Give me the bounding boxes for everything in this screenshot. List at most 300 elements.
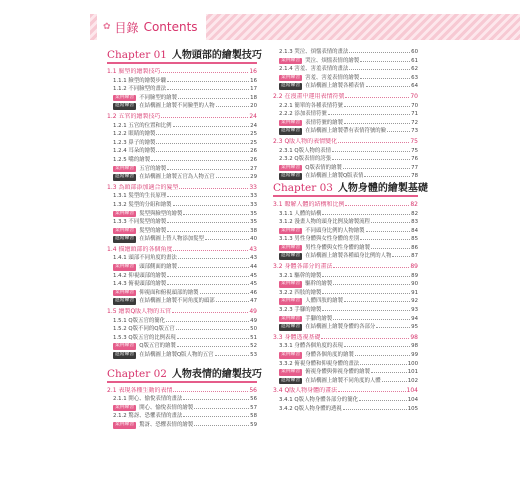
toc-entry[interactable] xyxy=(107,289,257,298)
toc-entry[interactable] xyxy=(273,110,418,119)
page-number: 57 xyxy=(250,404,257,411)
toc-entry[interactable] xyxy=(107,235,257,244)
toc-entry[interactable] xyxy=(107,173,257,182)
page-number: 100 xyxy=(407,360,418,367)
page-number: 49 xyxy=(249,308,257,316)
entry-label: 1.2.4 耳朵的繪製 xyxy=(113,148,156,155)
page-number: 18 xyxy=(250,94,257,101)
case-practice-badge: 案例練習 xyxy=(115,165,135,171)
toc-entry[interactable] xyxy=(107,147,257,156)
entry-label: 不同臉型的繪製 xyxy=(139,94,177,101)
toc-column-left xyxy=(107,48,262,430)
section-entry[interactable] xyxy=(273,201,418,210)
toc-entry[interactable] xyxy=(273,244,418,253)
toc-entry[interactable] xyxy=(107,85,257,94)
entry-label: 驅幹的繪製 xyxy=(305,281,333,288)
toc-entry[interactable] xyxy=(273,405,418,414)
dot-leader xyxy=(167,231,249,232)
toc-entry[interactable] xyxy=(107,351,257,360)
toc-entry[interactable] xyxy=(273,210,418,219)
dot-leader xyxy=(333,267,409,268)
toc-entry[interactable] xyxy=(107,139,257,148)
page-number: 62 xyxy=(411,66,418,73)
toc-entry[interactable] xyxy=(107,412,257,421)
dot-leader xyxy=(161,72,248,73)
entry-label: 1.1.2 不同臉型的畫法 xyxy=(113,86,167,93)
toc-entry[interactable] xyxy=(273,74,418,83)
dot-leader xyxy=(173,205,250,206)
case-practice-badge: 案例練習 xyxy=(281,164,301,170)
toc-entry[interactable] xyxy=(107,280,257,289)
section-entry[interactable] xyxy=(107,308,257,317)
page-number: 94 xyxy=(411,315,418,322)
section-entry[interactable] xyxy=(273,93,418,102)
toc-entry[interactable] xyxy=(273,280,418,289)
case-practice-badge: 案例練習 xyxy=(115,210,135,216)
entry-label: 1.4.2 仰視頭部的繪製 xyxy=(113,272,167,279)
page-number: 17 xyxy=(250,86,257,93)
advanced-practice-badge: 進階練習 xyxy=(281,253,301,259)
dot-leader xyxy=(344,106,410,107)
entry-label: 五官的繪製 xyxy=(139,165,167,172)
entry-label: 不同頭身比例的人物繪製 xyxy=(305,227,365,234)
entry-label: 3.1.3 男性身體與女性身體的差別 xyxy=(279,236,360,243)
entry-label: 3.4.2 Q版人物身體的透視 xyxy=(279,405,342,412)
section-entry[interactable] xyxy=(107,387,257,396)
entry-label: 1.5.2 Q版不同的Q版五官 xyxy=(113,326,175,333)
page-number: 27 xyxy=(250,165,257,172)
page-number: 98 xyxy=(410,333,418,341)
dot-leader xyxy=(345,97,409,98)
toc-entry[interactable] xyxy=(107,325,257,334)
dot-leader xyxy=(345,205,409,206)
toc-entry[interactable] xyxy=(273,127,418,136)
page-number: 44 xyxy=(250,264,257,271)
entry-label: 害羞、害羞表情的繪製 xyxy=(305,74,360,81)
toc-entry[interactable] xyxy=(273,360,418,369)
entry-label: 1.2.3 鼻子的繪製 xyxy=(113,139,156,146)
entry-label: 驚訝、恐懼表情的繪製 xyxy=(139,421,194,428)
toc-entry[interactable] xyxy=(107,263,257,272)
advanced-practice-badge: 進階練習 xyxy=(281,128,301,134)
section-entry[interactable] xyxy=(273,387,418,396)
case-practice-badge: 案例練習 xyxy=(115,289,135,295)
dot-leader xyxy=(338,142,409,143)
dot-leader xyxy=(167,284,249,285)
toc-entry[interactable] xyxy=(273,164,418,173)
page-number: 73 xyxy=(411,128,418,135)
header-title-cn: 目錄 xyxy=(114,20,139,35)
toc-entry[interactable] xyxy=(273,351,418,360)
entry-label: 1.5.1 Q版五官的簡化 xyxy=(113,317,166,324)
entry-label: 1.2.2 眼睛的繪製 xyxy=(113,131,156,138)
page-number: 75 xyxy=(411,147,418,154)
entry-label: 1.3.2 髮型的分組和繪製 xyxy=(113,201,172,208)
page-number: 52 xyxy=(250,343,257,350)
section-entry[interactable] xyxy=(107,113,257,122)
toc-entry[interactable] xyxy=(273,227,418,236)
entry-label: 在結構圖上繪製身體的各部分 xyxy=(305,324,376,331)
entry-label: 1.2.5 嘴的繪製 xyxy=(113,156,150,163)
toc-entry[interactable] xyxy=(107,94,257,103)
dot-leader xyxy=(371,248,410,249)
entry-label: 在結構圖上繪製不同角度的人體 xyxy=(305,377,381,384)
dot-leader xyxy=(360,61,410,62)
case-practice-badge: 案例練習 xyxy=(281,119,301,125)
entry-label: 3.1.1 人體的結構 xyxy=(279,210,322,217)
entry-label: 俯視身體與仰視身體的繪製 xyxy=(305,369,370,376)
toc-entry[interactable] xyxy=(273,377,418,386)
entry-label: 3.1.2 漫畫人物的頭身比例及繪製流程 xyxy=(279,219,370,226)
section-label: 1.2 五官的繪製技巧 xyxy=(107,112,161,120)
case-practice-badge: 案例練習 xyxy=(115,343,135,349)
page-number: 56 xyxy=(249,386,257,394)
page-number: 105 xyxy=(407,405,418,412)
page-number: 72 xyxy=(411,119,418,126)
case-practice-badge: 案例練習 xyxy=(115,404,135,410)
dot-leader xyxy=(177,346,249,347)
section-entry[interactable] xyxy=(273,138,418,147)
page-number: 102 xyxy=(407,377,418,384)
toc-entry[interactable] xyxy=(273,297,418,306)
entry-label: 哭泣、煩惱表情的繪製 xyxy=(305,57,360,64)
toc-entry[interactable] xyxy=(107,192,257,201)
dot-leader xyxy=(344,123,410,124)
case-practice-badge: 案例練習 xyxy=(281,352,301,357)
case-practice-badge: 案例練習 xyxy=(115,264,135,270)
toc-entry[interactable] xyxy=(107,165,257,174)
dot-leader xyxy=(371,372,407,373)
section-label: 1.4 描繪頭部的各個角度 xyxy=(107,245,173,253)
entry-label: 3.2.2 四肢的繪製 xyxy=(279,289,322,296)
entry-label: 2.3.2 Q版表情的誇張 xyxy=(279,156,332,163)
entry-label: 3.3.2 俯視身體和仰視身體的畫法 xyxy=(279,360,360,367)
entry-label: 1.4.1 頭部不同角度的畫法 xyxy=(113,255,177,262)
dot-leader xyxy=(177,338,249,339)
case-practice-badge: 案例練習 xyxy=(115,421,135,427)
page-number: 16 xyxy=(250,77,257,84)
dot-leader xyxy=(332,159,410,160)
section-label: 3.2 身體各部分的畫法 xyxy=(273,263,333,271)
entry-label: 1.5.3 Q版五官的比例表現 xyxy=(113,334,176,341)
dot-leader xyxy=(172,312,248,313)
toc-entry[interactable] xyxy=(107,342,257,351)
page-number: 84 xyxy=(411,227,418,234)
toc-entry[interactable] xyxy=(273,147,418,156)
dot-leader xyxy=(167,276,249,277)
toc-entry[interactable] xyxy=(273,155,418,164)
entry-label: 1.2.1 五官的位置和比例 xyxy=(113,122,172,129)
dot-leader xyxy=(173,250,248,251)
entry-label: 在結構圖上繪製帶有表情符號的臉 xyxy=(305,128,387,135)
page-number: 20 xyxy=(250,103,257,110)
page-number: 35 xyxy=(250,219,257,226)
page-number: 40 xyxy=(250,236,257,243)
dot-leader xyxy=(173,391,248,392)
toc-entry[interactable] xyxy=(273,235,418,244)
dot-leader xyxy=(343,168,410,169)
page-number: 51 xyxy=(250,334,257,341)
page-number: 98 xyxy=(411,343,418,350)
dot-leader xyxy=(355,355,410,356)
dot-leader xyxy=(205,239,249,240)
chapter-heading xyxy=(273,181,428,197)
dot-leader xyxy=(376,327,410,328)
dot-leader xyxy=(194,425,249,426)
dot-leader xyxy=(343,409,407,410)
toc-entry[interactable] xyxy=(273,119,418,128)
toc-entry[interactable] xyxy=(273,368,418,377)
toc-entry[interactable] xyxy=(273,82,418,91)
page-number: 60 xyxy=(411,49,418,55)
toc-entry[interactable] xyxy=(107,227,257,236)
page-number: 53 xyxy=(250,352,257,358)
page-number: 50 xyxy=(250,326,257,333)
page-number: 90 xyxy=(411,281,418,288)
toc-entry[interactable] xyxy=(107,297,257,306)
advanced-practice-badge: 進階練習 xyxy=(281,173,301,179)
entry-label: 在結構圖上繪製Q版人物的五官 xyxy=(139,352,214,358)
dot-leader xyxy=(387,131,410,132)
toc-entry[interactable] xyxy=(273,342,418,351)
dot-leader xyxy=(179,188,248,189)
section-entry[interactable] xyxy=(273,263,418,272)
case-practice-badge: 案例練習 xyxy=(281,227,301,233)
dot-leader xyxy=(322,276,410,277)
toc-entry[interactable] xyxy=(273,323,418,332)
toc-entry[interactable] xyxy=(107,254,257,263)
page-number: 93 xyxy=(411,307,418,314)
page-number: 45 xyxy=(250,272,257,279)
dot-leader xyxy=(167,169,249,170)
toc-entry[interactable] xyxy=(273,48,418,57)
toc-entry[interactable] xyxy=(273,315,418,324)
page-number: 26 xyxy=(250,156,257,163)
toc-entry[interactable] xyxy=(273,102,418,111)
entry-label: 手腳的繪製 xyxy=(305,315,333,322)
toc-entry[interactable] xyxy=(273,289,418,298)
dot-leader xyxy=(167,196,249,197)
entry-label: 男性身體與女性身體的繪製 xyxy=(305,244,370,251)
advanced-practice-badge: 進階練習 xyxy=(115,236,135,242)
toc-entry[interactable] xyxy=(107,317,257,326)
dot-leader xyxy=(392,256,410,257)
dot-leader xyxy=(166,321,249,322)
dot-leader xyxy=(328,114,410,115)
entry-label: 2.1.2 驚訝、恐懼表情的畫法 xyxy=(113,413,183,420)
page-number: 33 xyxy=(249,183,257,191)
toc-entry[interactable] xyxy=(107,395,257,404)
entry-label: 在結構圖上繪製各種表情 xyxy=(305,83,365,90)
toc-entry[interactable] xyxy=(273,65,418,74)
page-number: 56 xyxy=(250,396,257,403)
dot-leader xyxy=(371,222,410,223)
page-number: 101 xyxy=(407,369,418,376)
entry-label: Q版五官的繪製 xyxy=(139,343,176,350)
chapter-title: 人物頭部的繪製技巧 xyxy=(171,50,262,61)
page-number: 104 xyxy=(406,387,418,395)
chapter-number: Chapter 01 xyxy=(107,49,167,61)
dot-leader xyxy=(216,177,249,178)
dot-leader xyxy=(333,319,410,320)
page-number: 86 xyxy=(411,244,418,251)
case-practice-badge: 案例練習 xyxy=(281,74,301,80)
section-entry[interactable] xyxy=(273,334,418,343)
dot-leader xyxy=(338,391,405,392)
dot-leader xyxy=(167,222,249,223)
dot-leader xyxy=(215,355,250,356)
advanced-practice-badge: 進階練習 xyxy=(115,298,135,304)
chapter-heading xyxy=(107,367,262,383)
toc-entry[interactable] xyxy=(107,334,257,343)
toc-entry[interactable] xyxy=(273,218,418,227)
section-label: 2.1 表現各種生動的表情 xyxy=(107,386,173,394)
dot-leader xyxy=(321,338,409,339)
advanced-practice-badge: 進階練習 xyxy=(281,377,301,383)
dot-leader xyxy=(360,239,410,240)
page-number: 24 xyxy=(250,122,257,129)
toc-entry[interactable] xyxy=(107,77,257,86)
page-number: 82 xyxy=(411,210,418,217)
page-number: 78 xyxy=(411,173,418,180)
page-number: 71 xyxy=(411,111,418,118)
toc-entry[interactable] xyxy=(107,102,257,111)
section-label: 1.5 繪製Q版人物的五官 xyxy=(107,308,172,316)
dot-leader xyxy=(156,134,249,135)
header-title xyxy=(97,14,206,40)
toc-entry[interactable] xyxy=(273,306,418,315)
entry-label: 1.4.3 俯視頭部的繪製 xyxy=(113,281,167,288)
entry-label: 在結構圖上替人物添加髮型 xyxy=(139,236,204,243)
dot-leader xyxy=(349,52,410,53)
dot-leader xyxy=(382,381,407,382)
chapter-number: Chapter 03 xyxy=(273,181,333,194)
section-label: 1.1 臉型的繪製技巧 xyxy=(107,68,161,75)
toc-entry[interactable] xyxy=(107,421,257,430)
toc-entry[interactable] xyxy=(107,201,257,210)
toc-entry[interactable] xyxy=(107,404,257,413)
entry-label: 3.4.1 Q版人物身體各部分的簡化 xyxy=(279,396,358,403)
toc-entry[interactable] xyxy=(273,57,418,66)
dot-leader xyxy=(194,408,249,409)
chapter-number: Chapter 02 xyxy=(107,367,167,380)
section-entry[interactable] xyxy=(107,184,257,193)
entry-label: 在結構圖上繪製不同臉型的人物 xyxy=(139,103,215,110)
toc-entry[interactable] xyxy=(273,396,418,405)
page-number: 76 xyxy=(411,156,418,163)
toc-entry[interactable] xyxy=(107,272,257,281)
dot-leader xyxy=(360,364,407,365)
toc-entry[interactable] xyxy=(107,130,257,139)
dot-leader xyxy=(167,89,249,90)
page-number: 25 xyxy=(250,131,257,138)
entry-label: 表情符號的繪製 xyxy=(305,119,343,126)
section-entry[interactable] xyxy=(107,68,257,77)
toc-entry[interactable] xyxy=(273,272,418,281)
page-number: 33 xyxy=(250,201,257,208)
entry-label: 3.2.1 驅幹的繪製 xyxy=(279,272,322,279)
page-number: 64 xyxy=(411,83,418,90)
page-number: 59 xyxy=(250,421,257,428)
dot-leader xyxy=(216,301,249,302)
dot-leader xyxy=(360,78,410,79)
dot-leader xyxy=(167,81,249,82)
page-number: 70 xyxy=(410,92,418,100)
dot-leader xyxy=(364,176,410,177)
toc-entry[interactable] xyxy=(273,252,418,261)
entry-label: 髮型與臉型的繪製 xyxy=(139,210,183,217)
advanced-practice-badge: 進階練習 xyxy=(281,83,301,89)
entry-label: 在結構圖上繪製各種頭身比例的人物 xyxy=(305,253,392,260)
entry-label: 在結構圖上繪製Q版表情 xyxy=(305,173,364,180)
page-number: 82 xyxy=(410,200,418,208)
dot-leader xyxy=(156,151,249,152)
entry-label: 3.3.1 身體各個角度的表現 xyxy=(279,343,343,350)
case-practice-badge: 案例練習 xyxy=(281,369,301,375)
page-number: 92 xyxy=(411,298,418,305)
page-number: 47 xyxy=(250,298,257,305)
dot-leader xyxy=(344,346,410,347)
page-number: 38 xyxy=(250,227,257,234)
toc-entry[interactable] xyxy=(107,122,257,131)
entry-label: 仰視面和俯視頭部的繪製 xyxy=(139,289,199,296)
page-number: 87 xyxy=(411,253,418,260)
entry-label: 髮型的繪製 xyxy=(139,227,167,234)
dot-leader xyxy=(183,399,249,400)
page-number: 83 xyxy=(411,219,418,226)
dot-leader xyxy=(176,329,249,330)
case-practice-badge: 案例練習 xyxy=(281,244,301,250)
header-title-en: Contents xyxy=(143,20,198,34)
dot-leader xyxy=(333,284,410,285)
page-number: 58 xyxy=(250,413,257,420)
page-number: 46 xyxy=(250,289,257,296)
entry-label: 身體各個角度的繪製 xyxy=(305,352,354,358)
chapter-title: 人物表情的繪製技巧 xyxy=(171,368,262,380)
toc-entry[interactable] xyxy=(107,210,257,219)
entry-label: 2.1.1 開心、愉悅表情的畫法 xyxy=(113,396,183,403)
toc-entry[interactable] xyxy=(107,218,257,227)
toc-entry[interactable] xyxy=(107,156,257,165)
case-practice-badge: 案例練習 xyxy=(115,227,135,233)
entry-label: 2.3.1 Q版人物的表情 xyxy=(279,147,332,154)
section-entry[interactable] xyxy=(107,246,257,255)
page-number: 89 xyxy=(410,263,418,271)
dot-leader xyxy=(322,293,410,294)
entry-label: 1.3.3 不同髮型的繪製 xyxy=(113,219,167,226)
page-number: 16 xyxy=(249,68,257,75)
section-label: 2.3 Q版人物的表情變化 xyxy=(273,137,338,145)
dot-leader xyxy=(178,98,249,99)
section-label: 3.3 身體透視基礎 xyxy=(273,333,321,341)
entry-label: 3.2.3 手腳的繪製 xyxy=(279,307,322,314)
entry-label: 1.3.1 髮型的生長原理 xyxy=(113,193,167,200)
section-label: 1.3 為頭部添加適合的髮型 xyxy=(107,183,179,191)
chapter-title: 人物身體的繪製基礎 xyxy=(337,182,428,194)
chapter-heading xyxy=(107,48,262,64)
dot-leader xyxy=(349,69,410,70)
page-number: 89 xyxy=(411,272,418,279)
dot-leader xyxy=(322,214,410,215)
page-number: 26 xyxy=(250,148,257,155)
entry-label: 在結構圖上繪製五官為人物五官 xyxy=(139,174,215,181)
advanced-practice-badge: 進階練習 xyxy=(115,352,135,357)
dot-leader xyxy=(344,301,410,302)
page-number: 104 xyxy=(407,396,418,403)
entry-label: 人體四肢的繪製 xyxy=(305,298,343,305)
entry-label: Q版表情的繪製 xyxy=(305,164,342,171)
case-practice-badge: 案例練習 xyxy=(115,94,135,100)
